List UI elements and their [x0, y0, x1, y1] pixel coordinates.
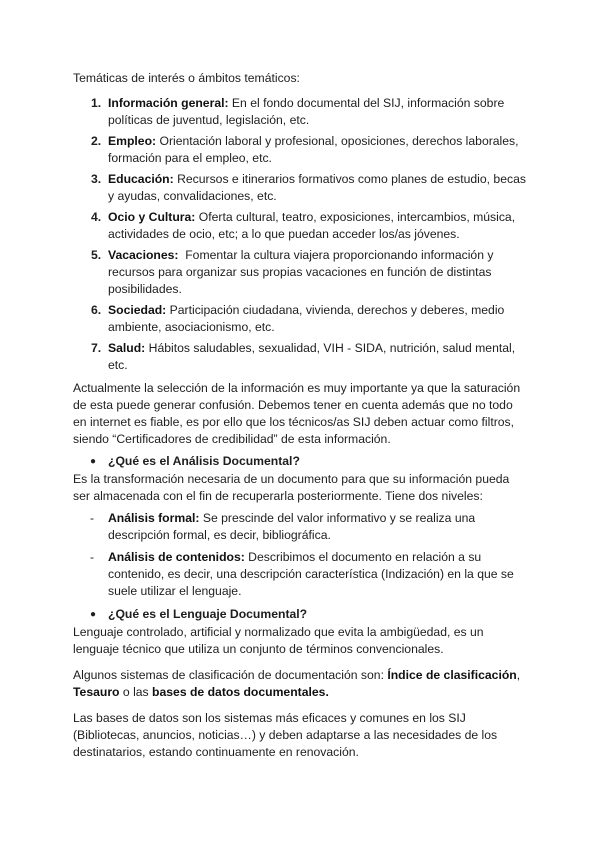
dash-marker: -: [90, 550, 95, 564]
item-text: En el fondo documental del SIJ, información sobre políticas de juventud, legislación, etc.: [108, 96, 505, 127]
item-text: Recursos e itinerarios formativos como planes de estudio, becas y ayudas, convalidaciones, etc.: [108, 172, 526, 203]
item-text: Participación ciudadana, vivienda, derechos y deberes, medio ambiente, asociacionismo, etc.: [108, 303, 505, 334]
list-item: [73, 247, 526, 298]
item-title: Análisis de contenidos:: [108, 550, 245, 564]
item-title: Educación:: [108, 172, 174, 186]
item-title: Análisis formal:: [108, 511, 200, 525]
systems-paragraph: [73, 667, 526, 701]
item-number: 6.: [91, 303, 102, 317]
item-text: Se prescinde del valor informativo y se realiza una descripción formal, es decir, bibliográfica.: [108, 511, 476, 542]
themes-list: [73, 95, 526, 374]
systems-item: Tesauro: [73, 685, 120, 699]
item-title: Ocio y Cultura:: [108, 210, 196, 224]
language-paragraph: Lenguaje controlado, artificial y normalizado que evita la ambigüedad, es un lenguaje técnico que utiliza un conjunto de términos convencionales.: [73, 625, 484, 656]
item-text: Oferta cultural, teatro, exposiciones, intercambios, música, actividades de ocio, etc; a lo que puedan acceder los/as jóvenes.: [108, 210, 516, 241]
question-analysis: [73, 453, 526, 470]
list-item: [73, 171, 526, 205]
question-heading: ¿Qué es el Análisis Documental?: [108, 454, 300, 468]
item-text: Orientación laboral y profesional, oposiciones, derechos laborales, formación para el empleo, etc.: [108, 134, 519, 165]
separator: ,: [516, 668, 521, 682]
analysis-paragraph: Es la transformación necesaria de un documento para que su información pueda ser almacenada con el fin de recuperarla posteriormente. Tiene dos niveles:: [73, 472, 510, 503]
item-text: Fomentar la cultura viajera proporcionando información y recursos para organizar sus propias vacaciones en función de distintas posibilidades.: [108, 248, 497, 296]
item-number: 5.: [91, 248, 102, 262]
question-heading: ¿Qué es el Lenguaje Documental?: [108, 607, 308, 621]
list-item: [73, 209, 526, 243]
bullet-icon: ●: [90, 609, 97, 620]
levels-list: [73, 510, 526, 600]
list-item: [73, 340, 526, 374]
item-title: Empleo:: [108, 134, 157, 148]
systems-item: Índice de clasificación: [387, 668, 517, 682]
item-number: 7.: [91, 341, 102, 355]
list-item: [73, 133, 526, 167]
list-item: [73, 95, 526, 129]
item-title: Información general:: [108, 96, 229, 110]
question-language: [73, 606, 526, 623]
dash-marker: -: [90, 511, 95, 525]
item-title: Salud:: [108, 341, 146, 355]
systems-prefix: Algunos sistemas de clasificación de documentación son:: [73, 668, 388, 682]
list-item: [73, 510, 526, 544]
item-title: Sociedad:: [108, 303, 167, 317]
item-number: 1.: [91, 96, 102, 110]
systems-item: bases de datos documentales.: [152, 685, 329, 699]
list-item: [73, 549, 526, 600]
bullet-icon: ●: [90, 456, 97, 467]
selection-paragraph: Actualmente la selección de la información es muy importante ya que la saturación de esta puede generar confusión. Debemos tener en cuenta además que no todo en internet es fiable, es por ello que los técnicos/as SIJ deben actuar como filtros, siendo “Certificadores de credibilidad” de esta información.: [73, 381, 521, 446]
item-number: 4.: [91, 210, 102, 224]
item-text: Hábitos saludables, sexualidad, VIH - SIDA, nutrición, salud mental, etc.: [108, 341, 516, 372]
intro-text: Temáticas de interés o ámbitos temáticos:: [73, 71, 300, 85]
databases-paragraph: Las bases de datos son los sistemas más eficaces y comunes en los SIJ (Bibliotecas, anuncios, noticias…) y deben adaptarse a las necesidades de los destinatarios, estando continuamente en renovación.: [73, 711, 498, 759]
item-number: 3.: [91, 172, 102, 186]
list-item: [73, 302, 526, 336]
separator: o las: [119, 685, 153, 699]
item-title: Vacaciones:: [108, 248, 179, 262]
item-number: 2.: [91, 134, 102, 148]
item-text: Describimos el documento en relación a su contenido, es decir, una descripción característica (Indización) en la que se suele utilizar el lenguaje.: [108, 550, 514, 598]
